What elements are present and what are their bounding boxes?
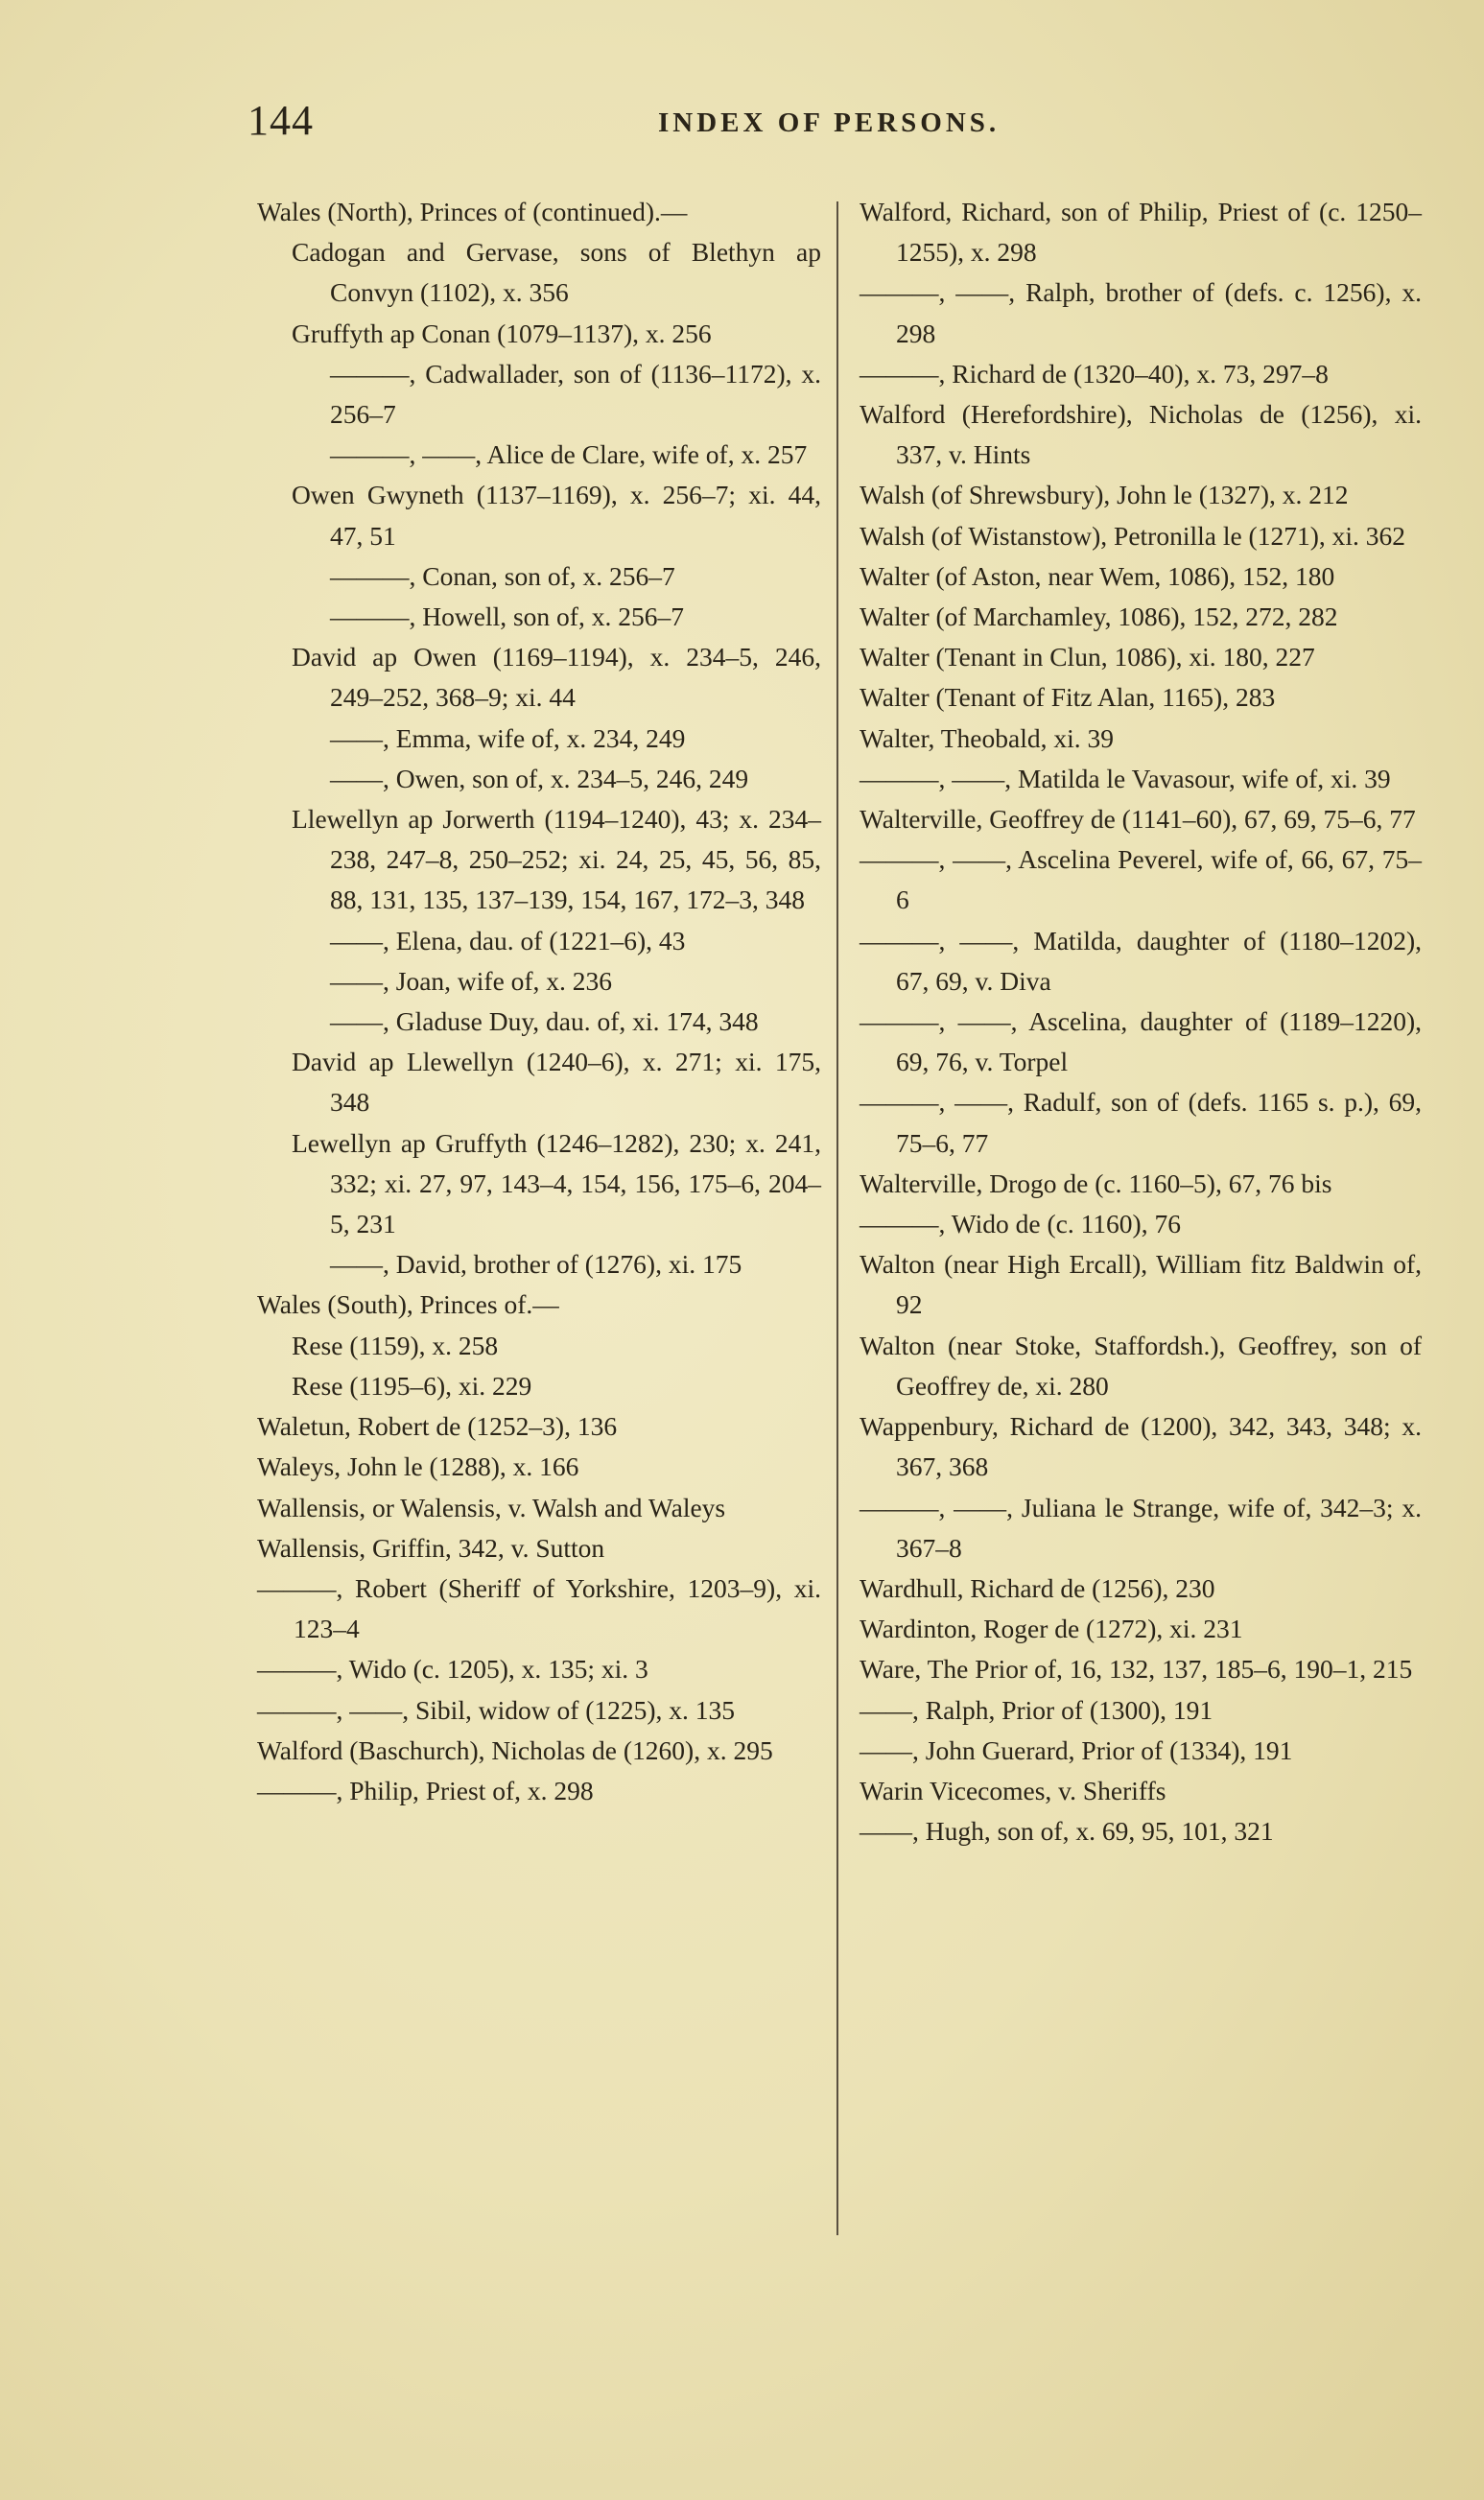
index-entry: ———, ——, Juliana le Strange, wife of, 342–3; x. 367–8 [860,1492,1422,1563]
page-header [247,96,1034,153]
index-entry: Walford, Richard, son of Philip, Priest of (c. 1250–1255), x. 298 [860,197,1422,268]
index-entry: ——, Elena, dau. of (1221–6), 43 [330,925,686,955]
index-entry: ———, ——, Ascelina Peverel, wife of, 66, 67, 75–6 [860,844,1422,915]
index-entry: Wardhull, Richard de (1256), 230 [860,1572,1215,1603]
index-entry: Rese (1159), x. 258 [292,1330,499,1360]
index-entry: ———, ——, Matilda, daughter of (1180–1202), 67, 69, v. Diva [860,925,1422,996]
index-entry: Walton (near High Ercall), William fitz Baldwin of, 92 [860,1249,1422,1320]
index-entry: ——, Ralph, Prior of (1300), 191 [860,1694,1213,1725]
index-entry: Llewellyn ap Jorwerth (1194–1240), 43; x. 234–238, 247–8, 250–252; xi. 24, 25, 45, 56, 85, 88, 131, 135, 137–139, 154, 167, 172–3, 348 [292,804,821,915]
index-entry: Walsh (of Shrewsbury), John le (1327), x. 212 [860,480,1349,510]
index-entry: ———, ——, Matilda le Vavasour, wife of, xi. 39 [860,763,1391,793]
index-entry: Walford (Baschurch), Nicholas de (1260), x. 295 [257,1734,773,1765]
index-entry: ——, John Guerard, Prior of (1334), 191 [860,1734,1293,1765]
index-entry: ——, Gladuse Duy, dau. of, xi. 174, 348 [330,1006,759,1037]
index-entry: Waleys, John le (1288), x. 166 [257,1451,579,1482]
index-entry: Walter, Theobald, xi. 39 [860,722,1114,753]
index-entry: ———, ——, Ascelina, daughter of (1189–1220), 69, 76, v. Torpel [860,1006,1422,1077]
index-entry: Walterville, Drogo de (c. 1160–5), 67, 76 bis [860,1167,1332,1198]
index-entry: Wappenbury, Richard de (1200), 342, 343, 348; x. 367, 368 [860,1411,1422,1482]
index-entry: Walsh (of Wistanstow), Petronilla le (1271), xi. 362 [860,520,1406,551]
index-entry: Walterville, Geoffrey de (1141–60), 67, 69, 75–6, 77 [860,804,1416,835]
index-entry: Wardinton, Roger de (1272), xi. 231 [860,1614,1243,1644]
index-entry: Ware, The Prior of, 16, 132, 137, 185–6, 190–1, 215 [860,1654,1413,1685]
page-number: 144 [247,97,314,144]
index-entry: Walter (of Marchamley, 1086), 152, 272, 282 [860,601,1338,632]
index-entry: ——, Joan, wife of, x. 236 [330,965,613,996]
index-entry: Wales (North), Princes of (continued).— [257,197,688,226]
index-entry: Wallensis, or Walensis, v. Walsh and Waleys [257,1492,726,1522]
index-entry: Warin Vicecomes, v. Sheriffs [860,1775,1166,1805]
running-title: INDEX OF PERSONS. [658,107,1001,138]
index-entry: Rese (1195–6), xi. 229 [292,1370,532,1401]
index-entry: Gruffyth ap Conan (1079–1137), x. 256 [292,318,712,348]
index-entry: ———, ——, Alice de Clare, wife of, x. 257 [330,439,808,470]
index-entry: ———, Howell, son of, x. 256–7 [330,601,684,632]
index-entry: ——, Hugh, son of, x. 69, 95, 101, 321 [860,1816,1274,1847]
index-entry: Wallensis, Griffin, 342, v. Sutton [257,1532,605,1563]
index-entry: Walter (Tenant of Fitz Alan, 1165), 283 [860,682,1276,713]
index-entry: Waletun, Robert de (1252–3), 136 [257,1411,618,1442]
index-entry: David ap Owen (1169–1194), x. 234–5, 246, 249–252, 368–9; xi. 44 [292,642,821,713]
index-entry: ———, Wido de (c. 1160), 76 [860,1209,1181,1239]
index-entry: Walter (Tenant in Clun, 1086), xi. 180, 227 [860,642,1315,672]
index-entry: ———, ——, Radulf, son of (defs. 1165 s. p.), 69, 75–6, 77 [860,1087,1422,1158]
index-column-right [860,192,1422,1851]
index-entry: Owen Gwyneth (1137–1169), x. 256–7; xi. 44, 47, 51 [292,480,821,551]
index-entry: ———, Richard de (1320–40), x. 73, 297–8 [860,358,1329,389]
index-column-left [257,192,821,1811]
index-entry: ———, ——, Ralph, brother of (defs. c. 1256), x. 298 [860,277,1422,348]
index-entry: Lewellyn ap Gruffyth (1246–1282), 230; x. 241, 332; xi. 27, 97, 143–4, 154, 156, 175–6, 204–5, 231 [292,1127,821,1239]
index-entry: Walter (of Aston, near Wem, 1086), 152, 180 [860,560,1335,591]
index-entry: ———, ——, Sibil, widow of (1225), x. 135 [257,1694,736,1725]
index-entry: Walton (near Stoke, Staffordsh.), Geoffrey, son of Geoffrey de, xi. 280 [860,1330,1422,1401]
index-entry: ——, David, brother of (1276), xi. 175 [330,1249,742,1280]
column-divider [836,201,838,2235]
index-entry: ———, Conan, son of, x. 256–7 [330,560,675,591]
index-entry: ———, Cadwallader, son of (1136–1172), x. 256–7 [330,358,821,430]
index-entry: ———, Philip, Priest of, x. 298 [257,1775,594,1805]
index-entry: ——, Owen, son of, x. 234–5, 246, 249 [330,763,749,793]
index-entry: Walford (Herefordshire), Nicholas de (1256), xi. 337, v. Hints [860,399,1422,470]
index-entry: David ap Llewellyn (1240–6), x. 271; xi. 175, 348 [292,1047,821,1118]
index-entry: ———, Wido (c. 1205), x. 135; xi. 3 [257,1654,648,1685]
index-entry: ———, Robert (Sheriff of Yorkshire, 1203–9), xi. 123–4 [257,1572,821,1644]
index-entry: Wales (South), Princes of.— [257,1289,559,1320]
index-entry: ——, Emma, wife of, x. 234, 249 [330,722,686,753]
index-entry: Cadogan and Gervase, sons of Blethyn ap Convyn (1102), x. 356 [292,237,821,308]
